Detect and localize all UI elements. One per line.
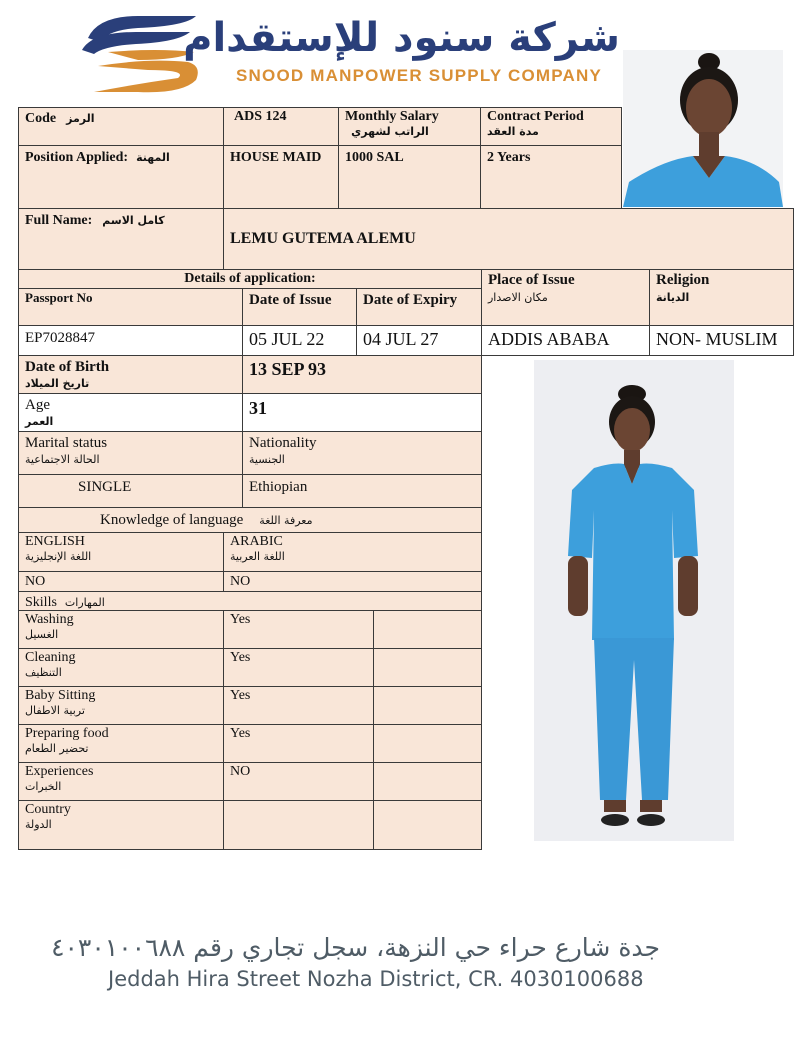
english-label: ENGLISH [25, 534, 85, 549]
skill-value: Yes [230, 726, 251, 741]
position-label-cell [18, 145, 224, 209]
position-value-cell [223, 145, 339, 209]
arabic-value-cell [223, 571, 482, 592]
skill-label: Experiences [25, 764, 94, 779]
age-label-arabic: العمر [25, 415, 54, 428]
skill-extra-cell [373, 724, 482, 763]
dob-label-cell [18, 355, 243, 394]
skill-value-cell [223, 648, 374, 687]
contract-value: 2 Years [487, 150, 531, 165]
skill-value: NO [230, 764, 251, 779]
dob-label: Date of Birth [25, 359, 110, 375]
age-label: Age [25, 397, 50, 413]
arabic-value: NO [230, 574, 251, 589]
footer-address-arabic: جدة شارع حراء حي النزهة، سجل تجاري رقم ٤٠٣٠١٠٠٦٨٨ [51, 933, 660, 962]
skill-label: Preparing food [25, 726, 109, 741]
code-value: ADS 124 [234, 109, 287, 124]
nationality-value-cell [242, 474, 482, 508]
code-label: Code [25, 111, 57, 126]
nationality-label-arabic: الجنسية [249, 453, 285, 466]
religion-value-cell [649, 325, 794, 356]
place-label-cell [481, 269, 650, 326]
contract-label-arabic: مدة العقد [487, 125, 539, 138]
skill-value-cell [223, 762, 374, 801]
dob-value: 13 SEP 93 [249, 359, 327, 379]
passport-value-cell [18, 325, 243, 356]
language-header-arabic: معرفة اللغة [259, 514, 313, 527]
full-name-label: Full Name: [25, 213, 93, 228]
skill-extra-cell [373, 762, 482, 801]
skill-label-arabic: تحضير الطعام [25, 742, 89, 755]
skill-extra-cell [373, 610, 482, 649]
salary-value: 1000 SAL [345, 150, 404, 165]
language-header: Knowledge of language [100, 512, 244, 528]
skill-label-arabic: الخبرات [25, 780, 62, 793]
full-name-label-arabic: كامل الاسم [102, 214, 165, 227]
passport-value: EP7028847 [25, 330, 96, 346]
issue-date-label: Date of Issue [249, 292, 332, 308]
contract-value-cell [480, 145, 622, 209]
skill-row [18, 648, 224, 687]
skill-extra-cell [373, 648, 482, 687]
english-label-cell [18, 532, 224, 572]
skill-label-arabic: الغسيل [25, 628, 59, 641]
position-label: Position Applied: [25, 150, 129, 165]
religion-label-arabic: الديانة [656, 291, 690, 304]
issue-date-value: 05 JUL 22 [249, 329, 325, 349]
contract-label-cell [480, 107, 622, 146]
salary-value-cell [338, 145, 481, 209]
full-name-value: LEMU GUTEMA ALEMU [230, 230, 416, 247]
salary-label-cell [338, 107, 481, 146]
footer-address-english: Jeddah Hira Street Nozha District, CR. 4030100688 [108, 967, 644, 991]
skill-value-cell [223, 800, 374, 850]
skills-header: Skills [25, 595, 57, 610]
english-value: NO [25, 574, 46, 589]
english-value-cell [18, 571, 224, 592]
skill-label-arabic: الدولة [25, 818, 52, 831]
applicant-full-body-photo [534, 360, 734, 841]
passport-label: Passport No [25, 290, 93, 305]
issue-date-value-cell [242, 325, 357, 356]
dob-label-arabic: تاريخ الميلاد [25, 377, 90, 390]
skill-row [18, 610, 224, 649]
full-name-label-cell [18, 208, 224, 270]
age-value-cell [242, 393, 482, 432]
age-value: 31 [249, 398, 267, 418]
skills-header-arabic: المهارات [64, 596, 105, 609]
skill-extra-cell [373, 800, 482, 850]
skill-value-cell [223, 610, 374, 649]
expiry-label: Date of Expiry [363, 292, 458, 308]
skill-value-cell [223, 724, 374, 763]
religion-label: Religion [656, 272, 710, 288]
expiry-value-cell [356, 325, 482, 356]
marital-label-arabic: الحالة الاجتماعية [25, 453, 100, 466]
code-label-arabic: الرمز [66, 112, 95, 125]
salary-label-arabic: الراتب لشهري [351, 125, 429, 138]
code-value-cell [223, 107, 339, 146]
marital-value-cell [18, 474, 243, 508]
skill-value: Yes [230, 688, 251, 703]
skill-label: Baby Sitting [25, 688, 96, 703]
arabic-label-cell [223, 532, 482, 572]
arabic-label-arabic: اللغة العربية [230, 550, 285, 563]
full-name-value-cell [223, 208, 794, 270]
place-value-cell [481, 325, 650, 356]
language-header-cell [18, 507, 482, 533]
contract-label: Contract Period [487, 109, 584, 124]
skill-label: Washing [25, 612, 74, 627]
skill-value: Yes [230, 612, 251, 627]
skill-row [18, 800, 224, 850]
skills-header-cell [18, 591, 482, 611]
place-label-arabic: مكان الاصدار [488, 291, 548, 304]
nationality-value: Ethiopian [249, 479, 308, 495]
position-label-arabic: المهنة [136, 151, 170, 164]
code-label-cell [18, 107, 224, 146]
skill-label: Country [25, 802, 71, 817]
age-label-cell [18, 393, 243, 432]
skill-row [18, 724, 224, 763]
dob-value-cell [242, 355, 482, 394]
marital-value: SINGLE [78, 479, 132, 495]
skill-value-cell [223, 686, 374, 725]
marital-label-cell [18, 431, 243, 475]
expiry-value: 04 JUL 27 [363, 329, 439, 349]
english-label-arabic: اللغة الإنجليزية [25, 550, 92, 563]
application-header: Details of application: [184, 271, 316, 286]
skill-value: Yes [230, 650, 251, 665]
skill-row [18, 686, 224, 725]
position-value: HOUSE MAID [230, 150, 322, 165]
nationality-label-cell [242, 431, 482, 475]
salary-label: Monthly Salary [345, 109, 439, 124]
company-name-arabic: شركة سنود للإستقدام [183, 15, 620, 61]
skill-label: Cleaning [25, 650, 76, 665]
arabic-label: ARABIC [230, 534, 283, 549]
skill-label-arabic: التنظيف [25, 666, 62, 679]
religion-label-cell [649, 269, 794, 326]
place-label: Place of Issue [488, 272, 575, 288]
skill-extra-cell [373, 686, 482, 725]
religion-value: NON- MUSLIM [656, 329, 778, 349]
passport-label-cell [18, 288, 243, 326]
place-value: ADDIS ABABA [488, 329, 610, 349]
issue-date-label-cell [242, 288, 357, 326]
applicant-portrait-photo [623, 50, 783, 207]
nationality-label: Nationality [249, 435, 317, 451]
skill-row [18, 762, 224, 801]
expiry-label-cell [356, 288, 482, 326]
marital-label: Marital status [25, 435, 108, 451]
skill-label-arabic: تربية الاطفال [25, 704, 85, 717]
application-header-cell [18, 269, 482, 289]
company-name-english: SNOOD MANPOWER SUPPLY COMPANY [236, 66, 603, 85]
